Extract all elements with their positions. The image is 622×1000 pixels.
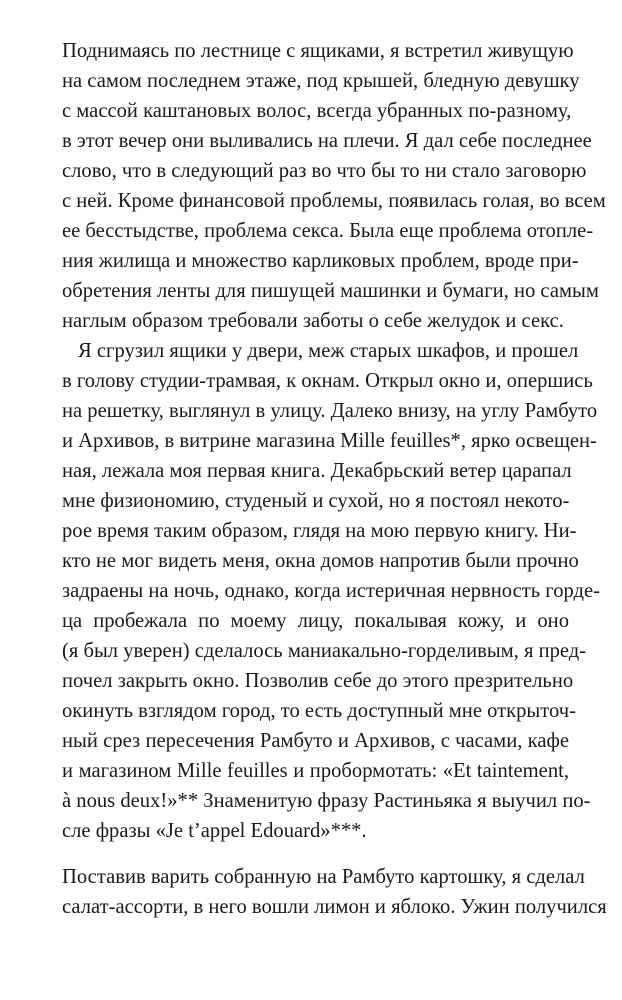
paragraph-3-line: салат-ассорти, в него вошли лимон и яблоко. Ужин получился [62, 896, 607, 918]
paragraph-1-line: ее бесстыдстве, проблема секса. Была еще проблема отопле- [62, 220, 594, 242]
paragraph-2-line: сле фразы «Je t’appel Edouard»***. [62, 820, 367, 842]
paragraph-2-line: (я был уверен) сделалось маниакально-горделивым, я пред- [62, 640, 587, 662]
paragraph-1-line: с массой каштановых волос, всегда убранных по-разному, [62, 100, 572, 122]
paragraph-2-line: à nous deux!»** Знаменитую фразу Растиньяка я выучил по- [62, 790, 591, 812]
paragraph-3-line: Поставив варить собранную на Рамбуто картошку, я сделал [62, 866, 585, 888]
paragraph-1-line: Поднимаясь по лестнице с ящиками, я встретил живущую [62, 40, 574, 62]
paragraph-2-line: в голову студии-трамвая, к окнам. Открыл окно и, опершись [62, 370, 593, 392]
paragraph-1-line: с ней. Кроме финансовой проблемы, появилась голая, во всем [62, 190, 606, 212]
paragraph-2-line: мне физиономию, студеный и сухой, но я постоял некото- [62, 490, 570, 512]
paragraph-1-line: слово, что в следующий раз во что бы то ни стало заговорю [62, 160, 587, 182]
paragraph-2-line: окинуть взглядом город, то есть доступный мне открыточ- [62, 700, 576, 722]
paragraph-2-line: Я сгрузил ящики у двери, меж старых шкафов, и прошел [78, 340, 579, 362]
paragraph-2-line: рое время таким образом, глядя на мою первую книгу. Ни- [62, 520, 577, 542]
paragraph-2-line: почел закрыть окно. Позволив себе до этого презрительно [62, 670, 574, 692]
paragraph-2-line: задраены на ночь, однако, когда истеричная нервность горде- [62, 580, 601, 602]
paragraph-1-line: на самом последнем этаже, под крышей, бледную девушку [62, 70, 580, 92]
paragraph-2-line: ный срез пересечения Рамбуто и Архивов, с часами, кафе [62, 730, 569, 752]
paragraph-1-line: обретения ленты для пишущей машинки и бумаги, но самым [62, 280, 599, 302]
paragraph-2-line: кто не мог видеть меня, окна домов напротив были прочно [62, 550, 579, 572]
paragraph-1-line: в этот вечер они выливались на плечи. Я дал себе последнее [62, 130, 592, 152]
paragraph-2-line: ная, лежала моя первая книга. Декабрьский ветер царапал [62, 460, 572, 482]
paragraph-2-line: и Архивов, в витрине магазина Mille feuilles*, ярко освещен- [62, 430, 597, 452]
paragraph-2-line: ца пробежала по моему лицу, покалывая кожу, и оно [62, 610, 569, 632]
paragraph-1-line: ния жилища и множество карликовых проблем, вроде при- [62, 250, 579, 272]
paragraph-1-line: наглым образом требовали заботы о себе желудок и секс. [62, 310, 564, 332]
paragraph-2-line: и магазином Mille feuilles и пробормотать: «Et taintement, [62, 760, 569, 782]
paragraph-2-line: на решетку, выглянул в улицу. Далеко внизу, на углу Рамбуто [62, 400, 598, 422]
